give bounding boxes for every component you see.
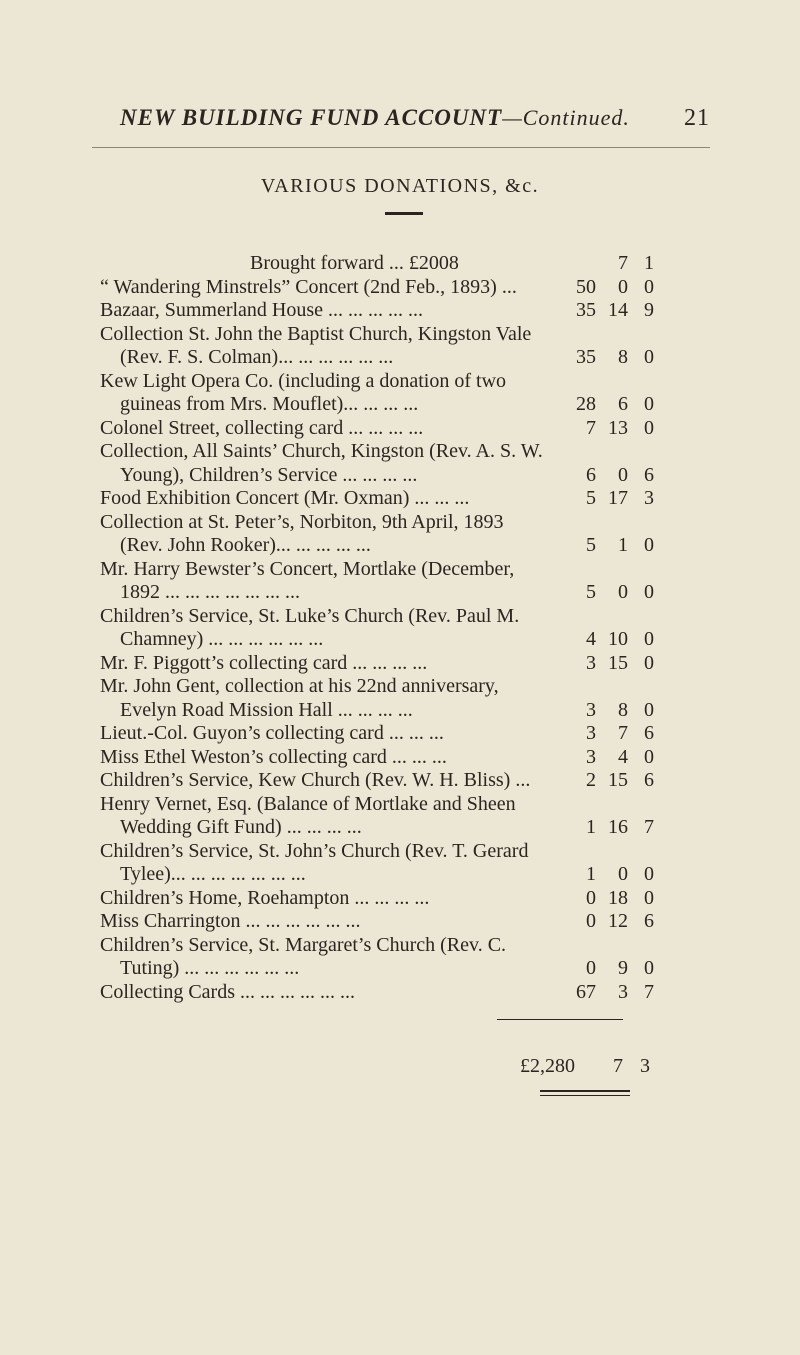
total-double-rule [540, 1090, 630, 1092]
entry-description: guineas from Mrs. Mouflet)... ... ... ... [120, 393, 419, 415]
entry-amount [520, 699, 660, 723]
total-double-rule-lower [540, 1095, 630, 1096]
entry-amount [520, 276, 660, 300]
title-underline [385, 212, 423, 215]
ledger-entry [100, 417, 660, 441]
ledger-entry [100, 605, 660, 652]
amount-shillings: 13 [608, 416, 628, 439]
total-pounds: £2,280 [520, 1055, 575, 1077]
entry-description-line [100, 393, 660, 417]
entry-description: Colonel Street, collecting card ... ... ... ... [100, 416, 424, 439]
amount-pence: 6 [644, 722, 654, 744]
entry-description: Chamney) ... ... ... ... ... ... [120, 628, 324, 650]
total-pence: 3 [640, 1055, 650, 1077]
entry-description-line [100, 957, 660, 981]
amount-pounds: 35 [576, 299, 596, 321]
entry-description: Mr. Harry Bewster’s Concert, Mortlake (December, [100, 557, 515, 580]
amount-pence: 3 [644, 487, 654, 509]
amount-shillings: 3 [618, 980, 628, 1003]
entry-amount [520, 816, 660, 840]
amount-shillings: 15 [608, 769, 628, 791]
amount-pounds: 0 [586, 957, 596, 979]
entry-description-line [100, 346, 660, 370]
amount-pounds: 5 [586, 581, 596, 603]
amount-pounds: 7 [586, 416, 596, 439]
amount-pounds: 5 [586, 487, 596, 509]
entry-description: Food Exhibition Concert (Mr. Oxman) ... ... ... [100, 487, 470, 509]
entry-amount [520, 346, 660, 370]
entry-description: Children’s Service, Kew Church (Rev. W. H. Bliss) ... [100, 769, 531, 791]
amount-shillings: 1 [618, 534, 628, 556]
entry-description: Children’s Service, St. Margaret’s Church (Rev. C. [100, 933, 507, 956]
entry-amount [520, 981, 660, 1005]
entry-description-line [100, 581, 660, 605]
amount-pence: 7 [644, 980, 654, 1003]
entry-description-line [100, 558, 660, 582]
entry-description: Young), Children’s Service ... ... ... ... [120, 463, 418, 486]
entry-description: Collecting Cards ... ... ... ... ... ... [100, 980, 355, 1003]
entry-description: “ Wandering Minstrels” Concert (2nd Feb., 1893) ... [100, 275, 517, 298]
amount-shillings: 17 [608, 487, 628, 509]
entry-description-line [100, 699, 660, 723]
amount-pounds: 4 [586, 628, 596, 650]
entry-description-line [100, 299, 660, 323]
entry-description-line [100, 816, 660, 840]
ledger-entry [100, 675, 660, 722]
entry-amount [520, 464, 660, 488]
entry-amount [520, 299, 660, 323]
entry-description: Children’s Home, Roehampton ... ... ... ... [100, 886, 430, 909]
entry-amount [520, 393, 660, 417]
entry-amount [520, 417, 660, 441]
entry-description-line [100, 769, 660, 793]
amount-pounds: 35 [576, 346, 596, 368]
fund-title: NEW BUILDING FUND ACCOUNT [120, 105, 503, 130]
amount-shillings: 7 [618, 722, 628, 744]
amount-pounds: 0 [586, 910, 596, 932]
page-header-title [120, 105, 630, 131]
amount-pence: 0 [644, 745, 654, 768]
amount-pounds: 50 [576, 275, 596, 298]
amount-shillings: 16 [608, 816, 628, 838]
entry-description: Tuting) ... ... ... ... ... ... [120, 957, 300, 979]
entry-amount [520, 746, 660, 770]
continued-label: —Continued. [502, 105, 630, 130]
entry-amount [520, 769, 660, 793]
entry-description: Brought forward ... £2008 [250, 252, 459, 274]
amount-pence: 0 [644, 581, 654, 603]
amount-shillings: 0 [618, 581, 628, 603]
entry-description-line [100, 863, 660, 887]
section-title: VARIOUS DONATIONS, &c. [260, 175, 540, 197]
grand-total [520, 1055, 660, 1079]
amount-pence: 0 [644, 886, 654, 909]
amount-shillings: 0 [618, 275, 628, 298]
amount-pounds: 5 [586, 534, 596, 556]
entry-description-line [100, 417, 660, 441]
ledger-entry [100, 558, 660, 605]
ledger-entry [100, 487, 660, 511]
donations-ledger [100, 252, 660, 1004]
entry-description: Kew Light Opera Co. (including a donation of two [100, 369, 507, 392]
entry-description-line [100, 370, 660, 394]
entry-description-line [100, 981, 660, 1005]
entry-amount [520, 534, 660, 558]
ledger-entry [100, 440, 660, 487]
amount-pence: 0 [644, 698, 654, 721]
amount-pounds: 1 [586, 863, 596, 885]
amount-pence: 0 [644, 393, 654, 415]
entry-description-line [100, 628, 660, 652]
entry-description-line [100, 323, 660, 347]
entry-description: Evelyn Road Mission Hall ... ... ... ... [120, 698, 413, 721]
running-header [120, 105, 710, 135]
amount-shillings: 9 [618, 957, 628, 979]
amount-shillings: 6 [618, 393, 628, 415]
ledger-entry [100, 840, 660, 887]
entry-description-line [100, 746, 660, 770]
entry-amount [520, 487, 660, 511]
entry-amount [520, 581, 660, 605]
amount-pence: 0 [644, 275, 654, 298]
amount-pounds: 3 [586, 698, 596, 721]
ledger-entry [100, 793, 660, 840]
entry-description-line [100, 722, 660, 746]
entry-description: (Rev. John Rooker)... ... ... ... ... [120, 534, 371, 556]
amount-shillings: 4 [618, 745, 628, 768]
entry-description-line [100, 793, 660, 817]
entry-description-line [100, 487, 660, 511]
amount-shillings: 8 [618, 698, 628, 721]
amount-pence: 0 [644, 863, 654, 885]
amount-shillings: 15 [608, 651, 628, 674]
page-number: 21 [684, 105, 710, 131]
entry-description: Mr. John Gent, collection at his 22nd anniversary, [100, 675, 499, 697]
header-rule [92, 147, 710, 148]
entry-description: Henry Vernet, Esq. (Balance of Mortlake and Sheen [100, 792, 516, 815]
entry-description-line [100, 652, 660, 676]
entry-description-line [100, 276, 660, 300]
entry-description: (Rev. F. S. Colman)... ... ... ... ... ... [120, 346, 394, 368]
amount-shillings: 18 [608, 886, 628, 909]
entry-description-line [100, 440, 660, 464]
amount-pence: 6 [644, 463, 654, 486]
entry-description-line [100, 910, 660, 934]
ledger-entry [100, 769, 660, 793]
amount-pounds: 6 [586, 463, 596, 486]
entry-description-line [100, 511, 660, 535]
amount-pounds: 3 [586, 722, 596, 744]
entry-description: Tylee)... ... ... ... ... ... ... [120, 863, 306, 885]
entry-amount [520, 652, 660, 676]
entry-description: Collection at St. Peter’s, Norbiton, 9th April, 1893 [100, 510, 504, 533]
ledger-entry [100, 981, 660, 1005]
amount-shillings: 14 [608, 299, 628, 321]
ledger-entry [100, 511, 660, 558]
entry-description: Children’s Service, St. John’s Church (Rev. T. Gerard [100, 839, 529, 862]
entry-description: Collection St. John the Baptist Church, Kingston Vale [100, 322, 532, 345]
ledger-entry [100, 722, 660, 746]
amount-pence: 0 [644, 957, 654, 979]
ledger-entry [100, 252, 660, 276]
entry-amount [520, 957, 660, 981]
entry-description: 1892 ... ... ... ... ... ... ... [120, 581, 300, 603]
ledger-entry [100, 887, 660, 911]
amount-pounds: 67 [576, 980, 596, 1003]
amount-pounds: 2 [586, 769, 596, 791]
amount-pence: 6 [644, 910, 654, 932]
entry-description: Wedding Gift Fund) ... ... ... ... [120, 816, 362, 838]
ledger-entry [100, 910, 660, 934]
amount-pence: 9 [644, 299, 654, 321]
entry-description-line [100, 534, 660, 558]
amount-pounds: 3 [586, 651, 596, 674]
entry-description-line [100, 252, 660, 276]
entry-description: Bazaar, Summerland House ... ... ... ... ... [100, 299, 424, 321]
amount-pence: 6 [644, 769, 654, 791]
amount-pounds: 28 [576, 393, 596, 415]
entry-description: Children’s Service, St. Luke’s Church (Rev. Paul M. [100, 604, 520, 627]
ledger-entry [100, 299, 660, 323]
amount-shillings: 7 [618, 252, 628, 274]
entry-description-line [100, 934, 660, 958]
amount-pence: 1 [644, 252, 654, 274]
ledger-entry [100, 934, 660, 981]
entry-description: Miss Charrington ... ... ... ... ... ... [100, 910, 361, 932]
amount-pounds: 1 [586, 816, 596, 838]
amount-pence: 0 [644, 651, 654, 674]
amount-shillings: 0 [618, 463, 628, 486]
amount-pence: 7 [644, 816, 654, 838]
entry-description-line [100, 887, 660, 911]
amount-shillings: 10 [608, 628, 628, 650]
entry-description: Lieut.-Col. Guyon’s collecting card ... ... ... [100, 722, 444, 744]
ledger-entry [100, 652, 660, 676]
amount-pounds: 3 [586, 745, 596, 768]
amount-pence: 0 [644, 628, 654, 650]
amount-pounds: 0 [586, 886, 596, 909]
entry-description: Miss Ethel Weston’s collecting card ... ... ... [100, 745, 447, 768]
ledger-entry [100, 370, 660, 417]
amount-pence: 0 [644, 534, 654, 556]
total-rule [497, 1019, 623, 1020]
total-shillings: 7 [613, 1055, 623, 1077]
entry-description-line [100, 464, 660, 488]
entry-amount [520, 252, 660, 276]
entry-amount [520, 887, 660, 911]
amount-shillings: 0 [618, 863, 628, 885]
entry-description-line [100, 605, 660, 629]
ledger-entry [100, 276, 660, 300]
amount-shillings: 8 [618, 346, 628, 368]
entry-amount [520, 628, 660, 652]
ledger-entry [100, 746, 660, 770]
entry-description-line [100, 840, 660, 864]
entry-description: Mr. F. Piggott’s collecting card ... ... ... ... [100, 651, 428, 674]
entry-amount [520, 863, 660, 887]
amount-shillings: 12 [608, 910, 628, 932]
amount-pence: 0 [644, 346, 654, 368]
amount-pence: 0 [644, 416, 654, 439]
entry-amount [520, 910, 660, 934]
entry-description: Collection, All Saints’ Church, Kingston (Rev. A. S. W. [100, 440, 543, 462]
ledger-entry [100, 323, 660, 370]
entry-amount [520, 722, 660, 746]
entry-description-line [100, 675, 660, 699]
